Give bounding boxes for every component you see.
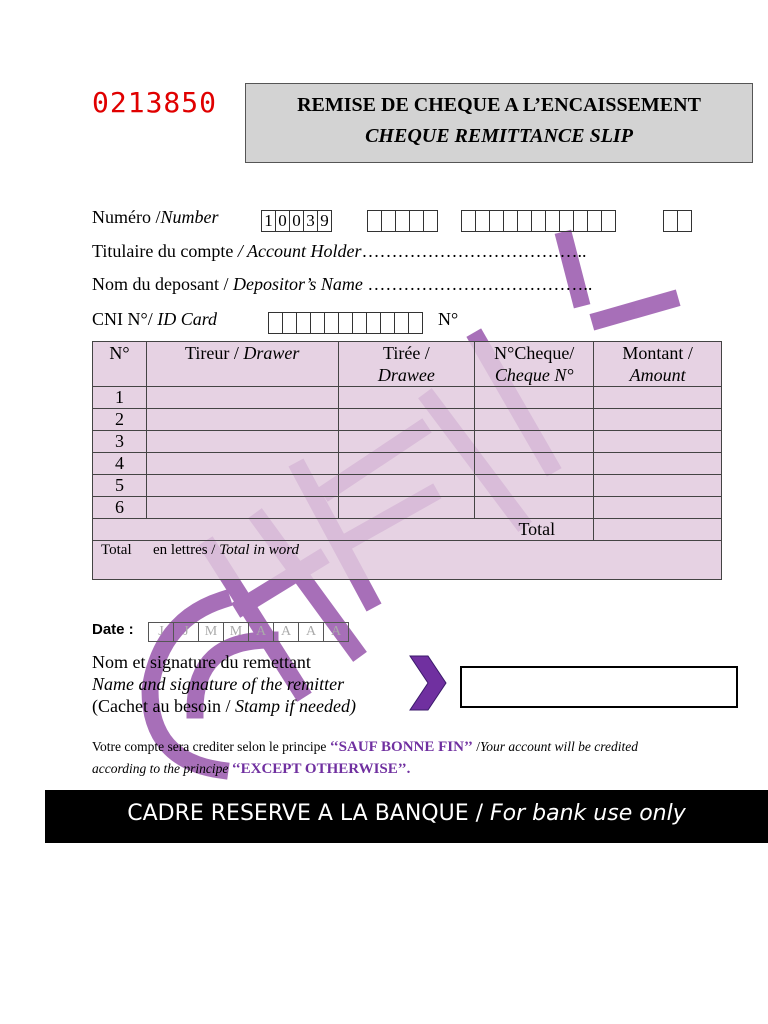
number-digit: 9 bbox=[317, 210, 332, 232]
header-number: N° bbox=[93, 342, 147, 387]
number-box-group-2[interactable] bbox=[367, 210, 438, 232]
signature-instructions: Nom et signature du remettant Name and signature of the remitter (Cachet au besoin / Stamp if needed) bbox=[92, 652, 356, 716]
total-amount-cell[interactable] bbox=[594, 519, 722, 541]
total-words-label-2: en lettres / Total in word bbox=[153, 542, 299, 558]
total-in-words-row[interactable] bbox=[93, 541, 722, 580]
table-row[interactable]: 2 bbox=[93, 409, 722, 431]
number-digit: 0 bbox=[289, 210, 303, 232]
header-amount: Montant / Amount bbox=[594, 342, 722, 387]
signature-box[interactable] bbox=[460, 666, 738, 708]
credit-principle-note: Votre compte sera crediter selon le principe ‘‘SAUF BONNE FIN’’ /Your account will be credited according to the principe ‘‘EXCEPT OTHERWISE’’. bbox=[92, 739, 638, 777]
chevron-right-icon bbox=[408, 654, 448, 712]
date-input-boxes[interactable]: J J M M A A A A bbox=[148, 622, 349, 642]
date-label: Date : bbox=[92, 621, 134, 638]
title-box bbox=[245, 83, 753, 163]
table-row[interactable]: 4 bbox=[93, 453, 722, 475]
table-row[interactable]: 5 bbox=[93, 475, 722, 497]
total-row[interactable] bbox=[93, 519, 722, 541]
cheques-table bbox=[92, 341, 722, 580]
total-words-label-1: Total bbox=[101, 542, 132, 558]
table-row[interactable]: 3 bbox=[93, 431, 722, 453]
serial-number: 0213850 bbox=[92, 86, 218, 119]
number-digit: 0 bbox=[275, 210, 289, 232]
account-holder-field[interactable]: Titulaire du compte / Account Holder……………………………….. bbox=[92, 241, 587, 261]
header-cheque-number: N°Cheque/ Cheque N° bbox=[475, 342, 594, 387]
number-digit: 3 bbox=[303, 210, 317, 232]
title-french: REMISE DE CHEQUE A L’ENCAISSEMENT bbox=[297, 94, 701, 116]
title-english: CHEQUE REMITTANCE SLIP bbox=[365, 125, 633, 147]
id-card-label: CNI N°/ ID Card bbox=[92, 309, 218, 329]
id-card-number-suffix: N° bbox=[438, 309, 459, 329]
number-prefilled-boxes[interactable] bbox=[261, 210, 332, 232]
number-digit: 1 bbox=[261, 210, 275, 232]
table-header-row bbox=[93, 342, 722, 387]
table-row[interactable]: 6 bbox=[93, 497, 722, 519]
number-label: Numéro /Number bbox=[92, 207, 219, 227]
table-row[interactable]: 1 bbox=[93, 387, 722, 409]
total-label: Total bbox=[93, 519, 594, 541]
header-drawer: Tireur / Drawer bbox=[146, 342, 338, 387]
depositor-name-field[interactable]: Nom du deposant / Depositor’s Name ……………………………….. bbox=[92, 274, 593, 294]
number-key-boxes[interactable] bbox=[663, 210, 692, 232]
bank-use-only-banner: CADRE RESERVE A LA BANQUE / For bank use only bbox=[45, 790, 768, 843]
header-drawee: Tirée / Drawee bbox=[338, 342, 475, 387]
number-box-group-3[interactable] bbox=[461, 210, 616, 232]
id-card-boxes[interactable] bbox=[268, 312, 423, 334]
